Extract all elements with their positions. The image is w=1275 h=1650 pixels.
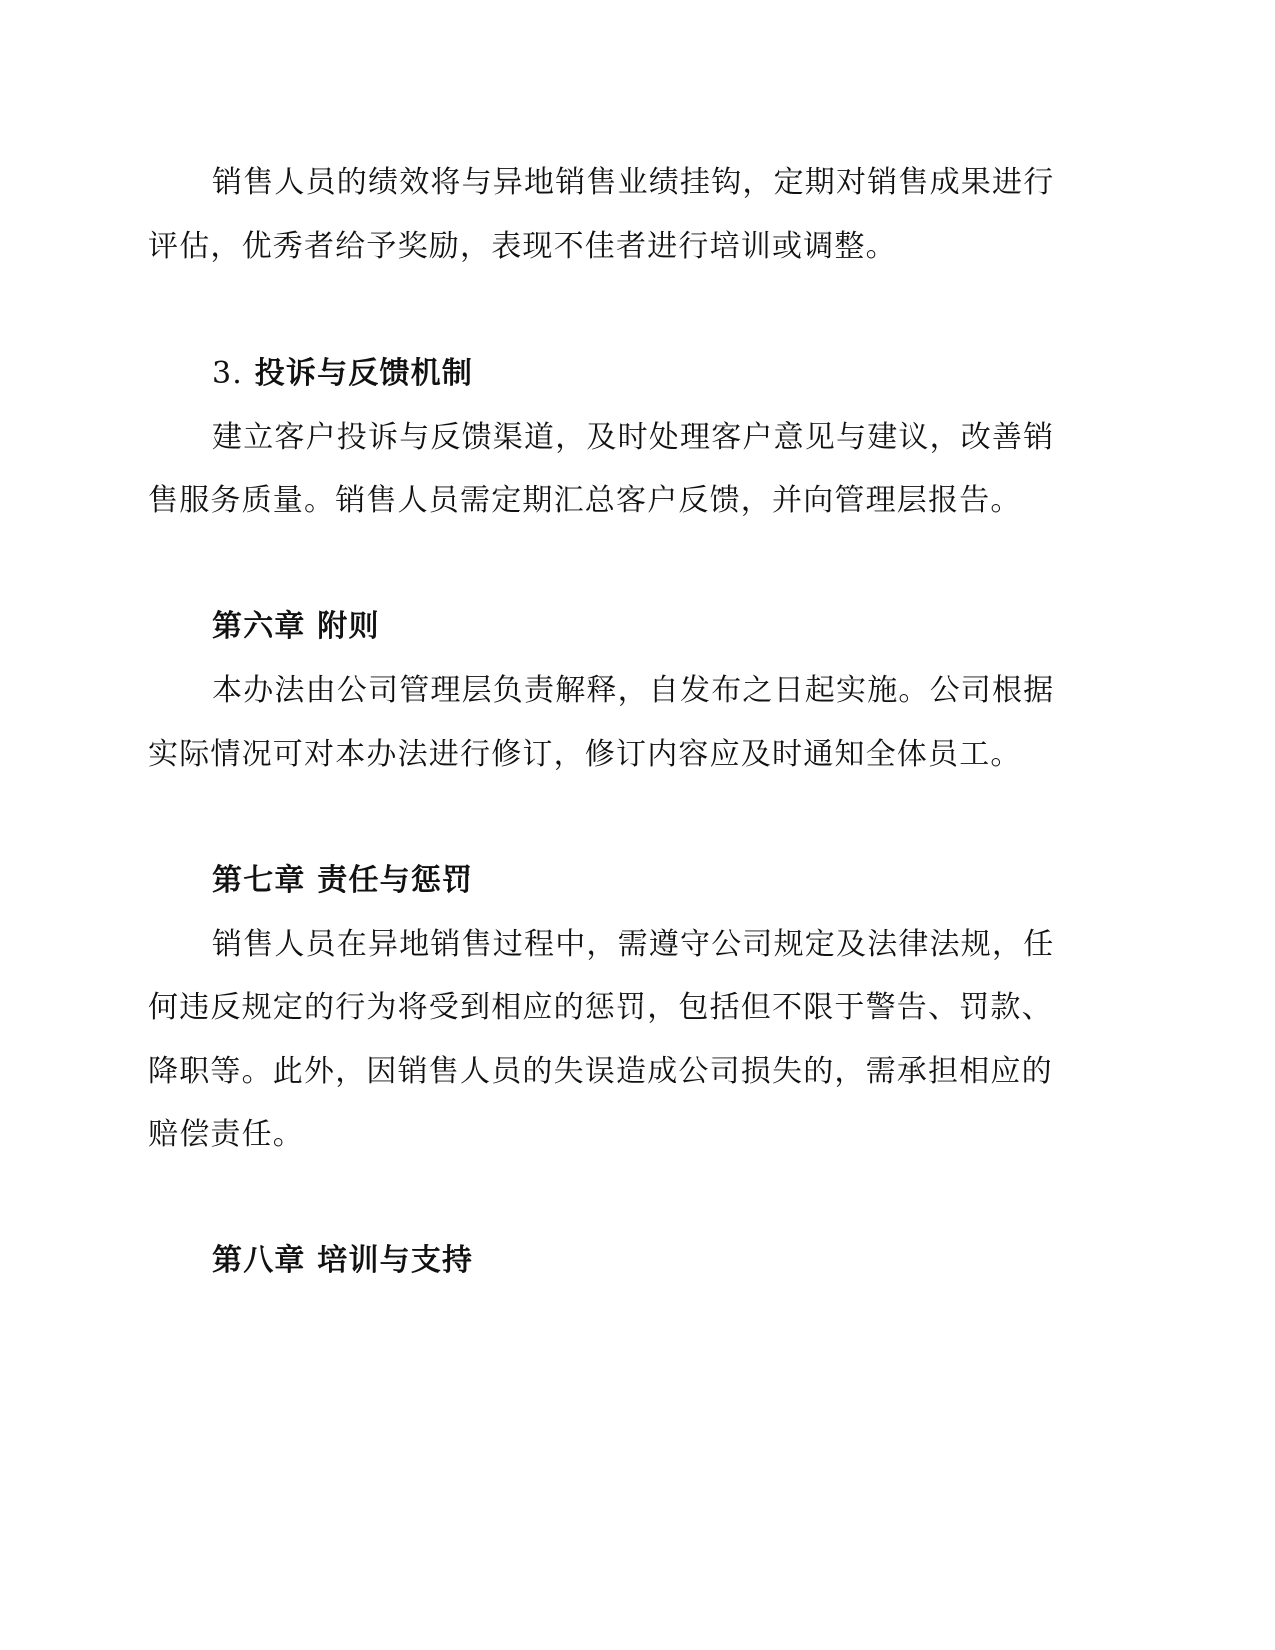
paragraph-line: 降职等。此外，因销售人员的失误造成公司损失的，需承担相应的 <box>148 1054 1053 1089</box>
paragraph-line: 评估，优秀者给予奖励，表现不佳者进行培训或调整。 <box>148 229 897 264</box>
paragraph-line: 何违反规定的行为将受到相应的惩罚，包括但不限于警告、罚款、 <box>148 990 1053 1025</box>
paragraph-line: 实际情况可对本办法进行修订，修订内容应及时通知全体员工。 <box>148 737 1022 772</box>
chapter-heading: 第七章 责任与惩罚 <box>212 863 474 898</box>
heading-text: 投诉与反馈机制 <box>254 356 474 391</box>
chapter-heading: 第六章 附则 <box>212 609 380 644</box>
paragraph-line: 本办法由公司管理层负责解释，自发布之日起实施。公司根据 <box>212 673 1055 708</box>
section-heading <box>212 354 1128 394</box>
chapter-heading: 第八章 培训与支持 <box>212 1243 474 1278</box>
paragraph-line: 建立客户投诉与反馈渠道，及时处理客户意见与建议，改善销 <box>212 420 1055 455</box>
paragraph-line: 售服务质量。销售人员需定期汇总客户反馈，并向管理层报告。 <box>148 483 1022 518</box>
heading-number: 3. <box>212 356 244 391</box>
paragraph-line: 销售人员在异地销售过程中，需遵守公司规定及法律法规，任 <box>212 927 1055 962</box>
paragraph-line: 赔偿责任。 <box>148 1117 304 1152</box>
paragraph-line: 销售人员的绩效将与异地销售业绩挂钩，定期对销售成果进行 <box>212 165 1055 200</box>
